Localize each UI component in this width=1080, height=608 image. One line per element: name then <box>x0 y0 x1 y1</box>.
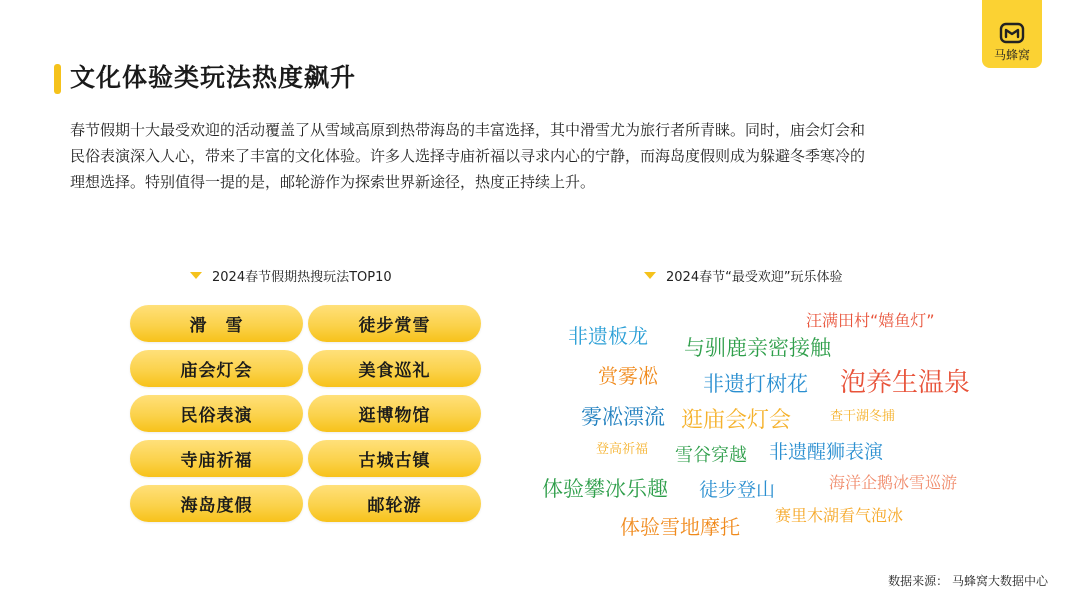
top10-heading-text: 2024春节假期热搜玩法TOP10 <box>212 270 392 285</box>
cloud-word: 赏雾凇 <box>598 364 658 388</box>
cloud-word: 体验雪地摩托 <box>620 515 740 539</box>
cloud-word: 登高祈福 <box>596 442 649 457</box>
cloud-heading-text: 2024春节“最受欢迎”玩乐体验 <box>666 270 843 285</box>
intro-line: 春节假期十大最受欢迎的活动覆盖了从雪域高原到热带海岛的丰富选择，其中滑雪尤为旅行者所青睐。同时，庙会灯会和 <box>70 121 866 139</box>
cloud-word: 非遗醒狮表演 <box>769 441 884 463</box>
cloud-word: 汪满田村“嬉鱼灯” <box>806 311 935 330</box>
cloud-word: 雾凇漂流 <box>581 405 665 429</box>
cloud-word: 赛里木湖看气泡冰 <box>775 506 904 525</box>
mafengwo-logo-icon <box>999 22 1025 44</box>
cloud-word: 体验攀冰乐趣 <box>542 477 668 501</box>
top10-item: 滑 雪 <box>130 305 303 342</box>
cloud-word: 逛庙会灯会 <box>681 408 792 433</box>
cloud-word: 徒步登山 <box>699 479 776 501</box>
top10-item: 民俗表演 <box>130 395 303 432</box>
cloud-word: 非遗板龙 <box>568 324 648 348</box>
intro-paragraph <box>70 117 1010 195</box>
triangle-marker-icon <box>644 272 656 279</box>
cloud-word: 与驯鹿亲密接触 <box>684 336 831 360</box>
top10-heading <box>190 266 392 285</box>
intro-line: 理想选择。特别值得一提的是，邮轮游作为探索世界新途径，热度正持续上升。 <box>70 173 596 191</box>
title-accent-bar <box>54 64 61 94</box>
top10-item: 庙会灯会 <box>130 350 303 387</box>
top10-item: 寺庙祈福 <box>130 440 303 477</box>
data-source-note: 数据来源： 马蜂窝大数据中心 <box>888 574 1048 588</box>
brand-logo <box>982 0 1042 68</box>
top10-item: 海岛度假 <box>130 485 303 522</box>
top10-item: 古城古镇 <box>308 440 481 477</box>
cloud-word: 非遗打树花 <box>703 372 808 396</box>
cloud-word: 雪谷穿越 <box>675 445 747 466</box>
cloud-word: 泡养生温泉 <box>840 368 971 398</box>
cloud-heading <box>644 266 843 285</box>
top10-item: 邮轮游 <box>308 485 481 522</box>
logo-text: 马蜂窝 <box>993 48 1030 62</box>
top10-item: 逛博物馆 <box>308 395 481 432</box>
top10-item: 徒步赏雪 <box>308 305 481 342</box>
triangle-marker-icon <box>190 272 202 279</box>
intro-line: 民俗表演深入人心，带来了丰富的文化体验。许多人选择寺庙祈福以寻求内心的宁静，而海岛度假则成为躲避冬季寒冷的 <box>70 147 866 165</box>
cloud-word: 海洋企鹅冰雪巡游 <box>829 473 958 492</box>
cloud-word: 查干湖冬捕 <box>830 409 896 424</box>
page-title: 文化体验类玩法热度飙升 <box>70 63 357 92</box>
top10-grid <box>130 305 481 522</box>
top10-item: 美食巡礼 <box>308 350 481 387</box>
